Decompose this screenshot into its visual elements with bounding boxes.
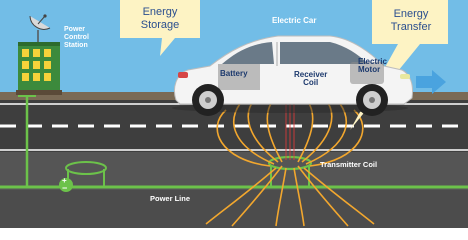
energy-storage-label: Energy Storage — [140, 6, 180, 31]
receiver-coil-label: Receiver Coil — [294, 70, 328, 88]
battery-label: Battery — [220, 69, 248, 78]
underground-shade — [0, 190, 468, 228]
transmitter-coil-label: Transmitter Coil — [320, 160, 378, 169]
polarity-plus: + — [62, 176, 67, 185]
power-control-station-label: Power Control Station — [64, 26, 89, 50]
power-line-label: Power Line — [150, 194, 191, 203]
electric-car-label: Electric Car — [272, 16, 317, 25]
polarity-minus: − — [62, 183, 68, 193]
electric-motor-label: Electric Motor — [358, 57, 387, 75]
energy-transfer-label: Energy Transfer — [390, 8, 432, 33]
